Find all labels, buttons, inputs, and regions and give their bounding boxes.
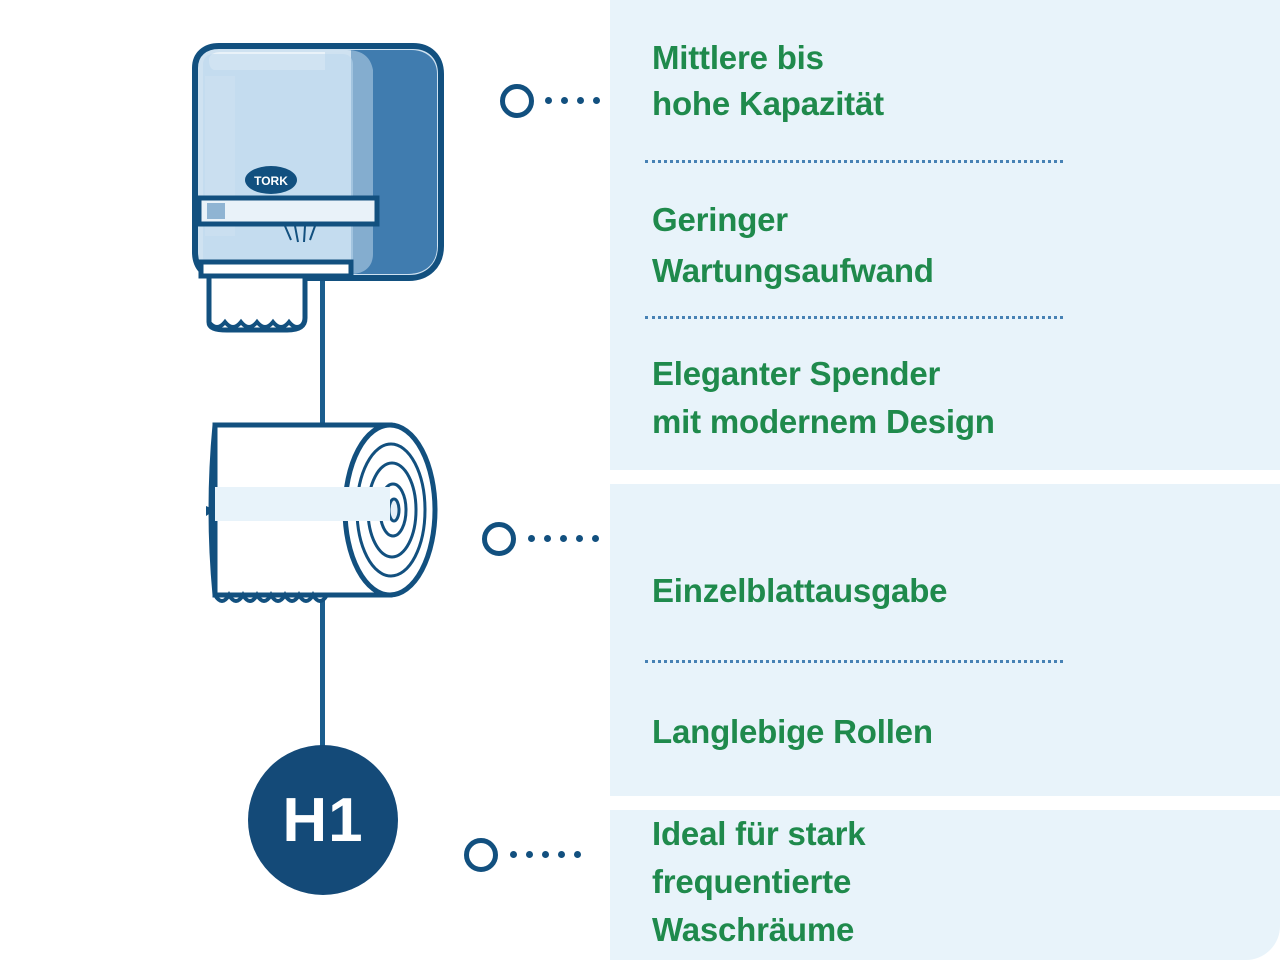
feature-6-line-1: Ideal für stark	[652, 815, 866, 852]
feature-6-line-2: frequentierte	[652, 863, 852, 900]
feature-2-line-1: Geringer	[652, 201, 788, 238]
connector-ring-2	[482, 522, 516, 556]
dispenser-illustration	[175, 40, 495, 340]
feature-3-line-1: Eleganter Spender	[652, 355, 941, 392]
system-code-badge: H1	[248, 745, 398, 895]
paper-roll-illustration	[195, 405, 455, 635]
connector-ring-3	[464, 838, 498, 872]
feature-1-line-1: Mittlere bis	[652, 39, 824, 76]
feature-3-line-2: mit modernem Design	[652, 403, 995, 440]
feature-6-line-3: Waschräume	[652, 911, 855, 948]
panel-1-separator-2	[645, 316, 1063, 319]
connector-dots-3	[510, 851, 581, 858]
panel-2-separator-1	[645, 660, 1063, 663]
feature-5-line-1: Langlebige Rollen	[652, 713, 933, 750]
feature-1-line-2: hohe Kapazität	[652, 85, 884, 122]
connector-dots-2	[528, 535, 599, 542]
connector-ring-1	[500, 84, 534, 118]
panel-1-separator-1	[645, 160, 1063, 163]
svg-text:TORK: TORK	[254, 174, 288, 188]
feature-4-line-1: Einzelblattausgabe	[652, 572, 948, 609]
connector-dots-1	[545, 97, 600, 104]
feature-2-line-2: Wartungsaufwand	[652, 252, 934, 289]
